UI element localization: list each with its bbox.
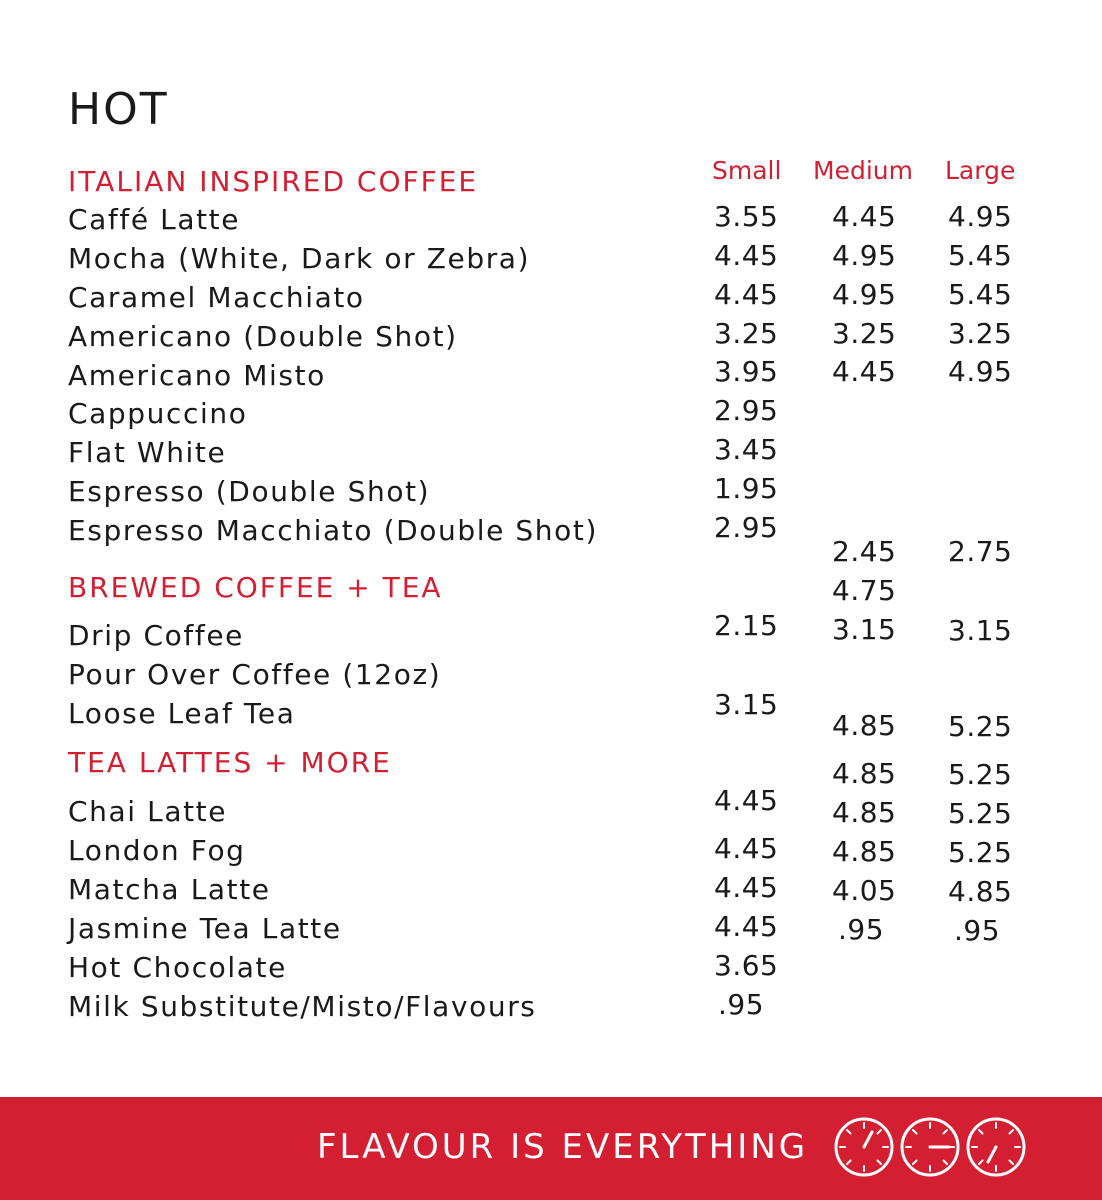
menu-item: Espresso (Double Shot) [68,475,431,508]
price-small: 3.25 [714,317,779,350]
gauge-high-icon [968,1119,1024,1175]
price-large: 2.75 [948,535,1013,568]
size-header-small: Small [712,156,782,185]
menu-item: Drip Coffee [68,619,244,652]
price-large: 5.25 [948,836,1013,869]
menu-item: Hot Chocolate [68,951,287,984]
price-small: 3.65 [714,949,779,982]
price-large: 5.45 [948,278,1013,311]
price-large: 5.25 [948,797,1013,830]
price-small: 4.45 [714,278,779,311]
menu-item: Pour Over Coffee (12oz) [68,658,442,691]
size-header-large: Large [945,156,1016,185]
price-medium: 4.85 [832,757,897,790]
price-medium: 4.85 [832,709,897,742]
menu-item: Caramel Macchiato [68,281,365,314]
price-large: 4.95 [948,200,1013,233]
menu-item: Americano (Double Shot) [68,320,458,353]
section-brewed-coffee-tea: BREWED COFFEE + TEA [68,571,443,604]
size-header-medium: Medium [813,156,913,185]
footer-banner [0,1097,1102,1200]
section-tea-lattes: TEA LATTES + MORE [68,746,392,779]
price-small: 4.45 [714,871,779,904]
gauge-mid-icon [902,1119,958,1175]
menu-item: Flat White [68,436,227,469]
price-large: 5.25 [948,758,1013,791]
price-small: 2.95 [714,394,779,427]
menu-title: HOT [68,84,169,135]
price-small: 1.95 [714,472,779,505]
price-large: .95 [954,914,1001,947]
price-large: 3.15 [948,614,1013,647]
price-medium: 4.45 [832,200,897,233]
price-medium: .95 [838,913,885,946]
price-large: 3.25 [948,317,1013,350]
gauge-icons-svg [833,1115,1027,1179]
price-small: 3.45 [714,433,779,466]
menu-item: Jasmine Tea Latte [68,912,342,945]
section-italian-coffee: ITALIAN INSPIRED COFFEE [68,165,479,198]
price-medium: 4.75 [832,574,897,607]
price-large: 5.45 [948,239,1013,272]
price-small: 3.95 [714,355,779,388]
price-medium: 4.85 [832,796,897,829]
price-small: 2.95 [714,511,779,544]
footer-slogan: FLAVOUR IS EVERYTHING [317,1127,809,1167]
price-medium: 4.95 [832,278,897,311]
price-small: 4.45 [714,910,779,943]
menu-item: London Fog [68,834,246,867]
price-medium: 4.85 [832,835,897,868]
price-medium: 4.45 [832,355,897,388]
price-large: 4.95 [948,355,1013,388]
gauge-low-icon [836,1119,892,1175]
price-small: 3.15 [714,688,779,721]
menu-item: Americano Misto [68,359,326,392]
price-medium: 4.95 [832,239,897,272]
menu-item: Milk Substitute/Misto/Flavours [68,990,537,1023]
menu-item: Espresso Macchiato (Double Shot) [68,514,598,547]
price-large: 5.25 [948,710,1013,743]
price-small: 4.45 [714,784,779,817]
menu-item: Cappuccino [68,397,248,430]
price-small: .95 [718,988,765,1021]
price-small: 3.55 [714,200,779,233]
price-small: 4.45 [714,832,779,865]
menu-item: Loose Leaf Tea [68,697,296,730]
price-medium: 4.05 [832,874,897,907]
menu-item: Mocha (White, Dark or Zebra) [68,242,531,275]
price-medium: 3.25 [832,317,897,350]
price-small: 4.45 [714,239,779,272]
menu-item: Chai Latte [68,795,228,828]
price-medium: 2.45 [832,535,897,568]
gauge-icons [833,1115,1027,1183]
menu-item: Caffé Latte [68,203,241,236]
price-small: 2.15 [714,609,779,642]
menu-item: Matcha Latte [68,873,271,906]
price-large: 4.85 [948,875,1013,908]
price-medium: 3.15 [832,613,897,646]
